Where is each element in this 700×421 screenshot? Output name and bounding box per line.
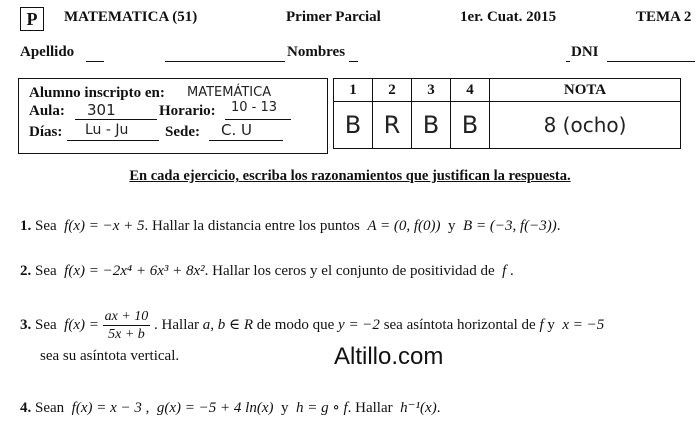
exam-name: Primer Parcial: [286, 9, 381, 25]
grades-table: [333, 78, 681, 149]
function-lhs: f(x) =: [64, 218, 103, 234]
inscripto-label: Alumno inscripto en:: [29, 85, 165, 101]
fraction-numerator: ax + 10: [104, 309, 149, 324]
question-intro: Sean: [35, 400, 65, 416]
question-text: . Hallar: [347, 400, 393, 416]
function-h-definition: h = g ∘ f: [295, 400, 348, 416]
question-intro: Sea: [35, 316, 57, 333]
subject-title: MATEMATICA (51): [64, 9, 198, 25]
question-intro: Sea: [35, 218, 57, 234]
point-b: B = (−3, f(−3)): [463, 218, 557, 234]
question-text-2: de modo que: [256, 316, 335, 333]
aula-label: Aula:: [29, 103, 65, 119]
aula-value: 301: [87, 101, 116, 119]
question-2: [20, 263, 514, 280]
nombres-line: [349, 61, 358, 62]
function-name: f: [539, 316, 544, 333]
question-text-3: sea asíntota horizontal de: [383, 316, 536, 333]
inverse-function: h⁻¹(x): [400, 400, 437, 416]
grade-header-1: 1: [334, 79, 373, 102]
question-end: .: [510, 263, 514, 279]
horizontal-asymptote: y = −2: [338, 316, 380, 333]
question-text-1: . Hallar: [154, 316, 200, 333]
grade-value-2: R: [373, 102, 412, 149]
function-rhs: −x + 5: [102, 218, 145, 234]
question-text: . Hallar la distancia entre los puntos: [144, 218, 360, 234]
question-3-continuation: sea su asíntota vertical.: [40, 348, 180, 364]
sede-label: Sede:: [165, 124, 200, 140]
function-g-definition: g(x) = −5 + 4 ln(x): [156, 400, 274, 416]
apellido-label: Apellido: [20, 44, 75, 60]
question-end: .: [436, 400, 441, 416]
dni-line: [607, 61, 695, 62]
function-rhs: −2x⁴ + 6x³ + 8x²: [102, 263, 205, 279]
function-lhs: f(x) =: [64, 263, 103, 279]
rational-fraction: [103, 308, 151, 343]
question-number: 3.: [20, 316, 32, 333]
question-number: 2.: [20, 263, 32, 279]
horario-line: [225, 119, 291, 120]
dias-label: Días:: [29, 124, 63, 140]
inscripto-value: MATEMÁTICA: [187, 85, 272, 100]
horario-label: Horario:: [159, 103, 216, 119]
grade-header-2: 2: [373, 79, 412, 102]
question-intro: Sea: [35, 263, 57, 279]
grade-header-nota: NOTA: [490, 79, 681, 102]
grade-value-nota: 8 (ocho): [490, 102, 681, 149]
grade-header-4: 4: [451, 79, 490, 102]
grade-value-3: B: [412, 102, 451, 149]
question-1: [20, 218, 560, 235]
nombres-line-2: [566, 61, 570, 62]
conjunction: y: [547, 316, 555, 333]
grade-value-4: B: [451, 102, 490, 149]
nombres-label: Nombres: [287, 44, 346, 60]
conjunction: y: [448, 218, 456, 234]
exam-period: 1er. Cuat. 2015: [460, 9, 557, 25]
dias-line: [67, 140, 159, 141]
horario-value: 10 - 13: [231, 100, 278, 115]
aula-line: [75, 119, 157, 120]
point-a: A = (0, f(0)): [367, 218, 441, 234]
sede-value: C. U: [221, 121, 252, 139]
function-name: f: [502, 263, 507, 279]
apellido-line-2: [165, 61, 285, 62]
dias-value: Lu - Ju: [85, 122, 129, 138]
question-number: 4.: [20, 400, 32, 416]
question-text: . Hallar los ceros y el conjunto de positividad de: [204, 263, 495, 279]
sede-line: [209, 140, 283, 141]
dni-label: DNI: [571, 44, 599, 60]
grade-header-3: 3: [412, 79, 451, 102]
question-number: 1.: [20, 218, 32, 234]
separator: ,: [145, 400, 150, 416]
grade-value-1: B: [334, 102, 373, 149]
watermark: Altillo.com: [334, 343, 444, 370]
exam-tema: TEMA 2: [636, 9, 692, 25]
question-4: [20, 398, 440, 417]
instructions: En cada ejercicio, escriba los razonamientos que justifican la respuesta.: [129, 168, 571, 184]
conjunction: y: [280, 400, 289, 416]
vertical-asymptote: x = −5: [562, 316, 605, 333]
function-f-definition: f(x) = x − 3: [71, 400, 142, 416]
apellido-line: [86, 61, 104, 62]
exam-type-letter: P: [20, 7, 44, 31]
parameters: a, b ∈ R: [202, 316, 254, 333]
fraction-denominator: 5x + b: [108, 327, 145, 342]
function-lhs: f(x) =: [64, 316, 103, 333]
question-3: [20, 308, 604, 343]
student-info-box: [18, 78, 328, 154]
question-end: .: [556, 218, 561, 234]
